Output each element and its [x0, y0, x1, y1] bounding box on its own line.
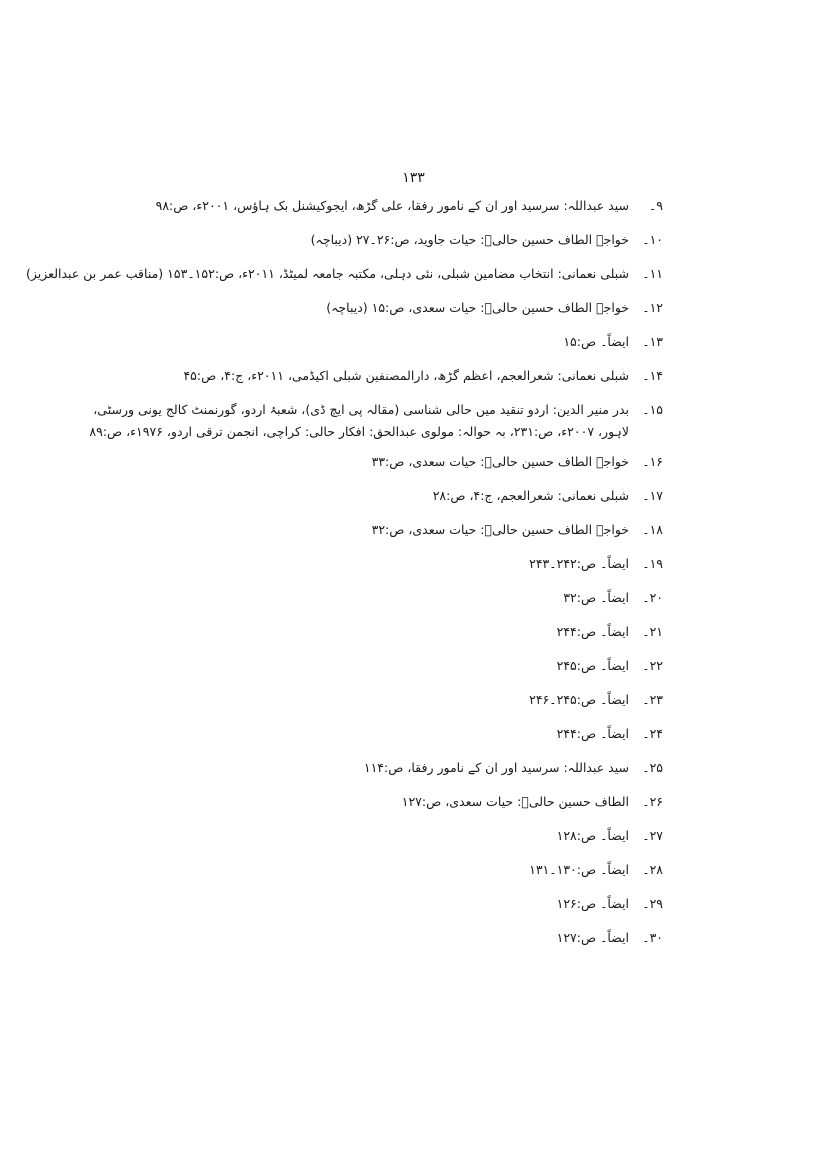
- footnote-text: ایضاً۔ ص:۱۲۸: [556, 828, 629, 843]
- footnote-number: ۱۰۔: [642, 232, 663, 247]
- footnote-text: شبلی نعمانی: شعرالعجم، ج:۴، ص:۲۸: [432, 488, 629, 503]
- footnote-number: ۲۷۔: [642, 828, 663, 843]
- footnote-text: ایضاً۔ ص:۳۲: [563, 590, 629, 605]
- footnotes-list: [26, 195, 663, 961]
- footnote-22: [83, 655, 663, 689]
- footnote-number: ۱۵۔: [642, 402, 663, 417]
- footnote-21: [83, 621, 663, 655]
- footnote-14: [83, 365, 663, 399]
- footnote-18: [83, 519, 663, 553]
- footnote-text: خواجہ الطاف حسین حالیؔ: حیات سعدی، ص:۱۵ (دیباچہ): [326, 300, 629, 315]
- footnote-number: ۱۲۔: [642, 300, 663, 315]
- footnote-number: ۲۱۔: [642, 624, 663, 639]
- footnote-text: ایضاً۔ ص:۱۵: [563, 334, 629, 349]
- footnote-19: [83, 553, 663, 587]
- footnote-11: [26, 263, 663, 297]
- footnote-text: ایضاً۔ ص:۱۲۶: [556, 896, 629, 911]
- footnote-13: [83, 331, 663, 365]
- footnote-number: ۱۴۔: [642, 368, 663, 383]
- footnote-text: ایضاً۔ ص:۱۲۷: [556, 930, 629, 945]
- footnote-text: ایضاً۔ ص:۲۴۴: [556, 726, 629, 741]
- footnote-number: ۱۹۔: [642, 556, 663, 571]
- footnote-30: [83, 927, 663, 961]
- footnote-text: خواجہ الطاف حسین حالیؔ: حیات جاوید، ص:۲۶۔۲۷ (دیباچہ): [310, 232, 629, 247]
- footnote-number: ۲۸۔: [642, 862, 663, 877]
- footnote-number: ۲۴۔: [642, 726, 663, 741]
- footnote-text: سید عبداللہ: سرسید اور ان کے نامور رفقا، ص:۱۱۴: [363, 760, 629, 775]
- page-number: ۱۳۳: [402, 170, 425, 186]
- footnote-number: ۱۷۔: [642, 488, 663, 503]
- footnote-24: [83, 723, 663, 757]
- footnote-16: [83, 451, 663, 485]
- footnote-25: [83, 757, 663, 791]
- footnote-number: ۹۔: [648, 198, 663, 213]
- footnote-text: الطاف حسین حالیؔ: حیات سعدی، ص:۱۲۷: [401, 794, 629, 809]
- footnote-9: [83, 195, 663, 229]
- footnote-number: ۳۰۔: [642, 930, 663, 945]
- footnote-number: ۱۶۔: [642, 454, 663, 469]
- footnote-text: شبلی نعمانی: شعرالعجم، اعظم گڑھ، دارالمصنفین شبلی اکیڈمی، ۲۰۱۱ء، ج:۴، ص:۴۵: [183, 368, 629, 383]
- footnote-text: خواجہ الطاف حسین حالیؔ: حیات سعدی، ص:۳۳: [371, 454, 629, 469]
- footnote-28: [83, 859, 663, 893]
- footnote-text: ایضاً۔ ص:۲۴۴: [556, 624, 629, 639]
- footnote-10: [83, 229, 663, 263]
- footnote-number: ۱۸۔: [642, 522, 663, 537]
- footnote-23: [83, 689, 663, 723]
- footnote-12: [83, 297, 663, 331]
- footnote-26: [83, 791, 663, 825]
- footnote-text: ایضاً۔ ص:۲۴۲۔۲۴۳: [529, 556, 629, 571]
- footnote-text: ایضاً۔ ص:۱۳۰۔۱۳۱: [529, 862, 629, 877]
- footnote-number: ۲۵۔: [642, 760, 663, 775]
- footnote-number: ۱۳۔: [642, 334, 663, 349]
- footnote-15: [83, 399, 663, 451]
- footnote-number: ۱۱۔: [642, 266, 663, 281]
- footnote-text: ایضاً۔ ص:۲۴۵: [556, 658, 629, 673]
- footnote-text: بدر منیر الدین: اردو تنقید میں حالی شناسی (مقالہ پی ایچ ڈی)، شعبۂ اردو، گورنمنٹ کالج یونی ورسٹی، لاہور، ۲۰۰۷ء، ص:۲۳۱، بہ حوالہ: مولوی عبدالحق: افکار حالی: کراچی، انجمن ترقی اردو، ۱۹۷۶ء، ص:۸۹: [89, 402, 629, 439]
- footnote-27: [83, 825, 663, 859]
- footnote-29: [83, 893, 663, 927]
- footnote-20: [83, 587, 663, 621]
- footnote-text: خواجہ الطاف حسین حالیؔ: حیات سعدی، ص:۳۲: [371, 522, 629, 537]
- footnote-number: ۲۳۔: [642, 692, 663, 707]
- footnote-number: ۲۹۔: [642, 896, 663, 911]
- footnote-text: شبلی نعمانی: انتخاب مضامین شبلی، نئی دہلی، مکتبہ جامعہ لمیٹڈ، ۲۰۱۱ء، ص:۱۵۲۔۱۵۳ (مناقب عمر بن عبدالعزیز): [26, 266, 629, 281]
- footnote-number: ۲۲۔: [642, 658, 663, 673]
- footnote-17: [83, 485, 663, 519]
- footnote-text: ایضاً۔ ص:۲۴۵۔۲۴۶: [529, 692, 629, 707]
- footnote-number: ۲۰۔: [642, 590, 663, 605]
- footnote-number: ۲۶۔: [642, 794, 663, 809]
- footnote-text: سید عبداللہ: سرسید اور ان کے نامور رفقا، علی گڑھ، ایجوکیشنل بک ہاؤس، ۲۰۰۱ء، ص:۹۸: [155, 198, 629, 213]
